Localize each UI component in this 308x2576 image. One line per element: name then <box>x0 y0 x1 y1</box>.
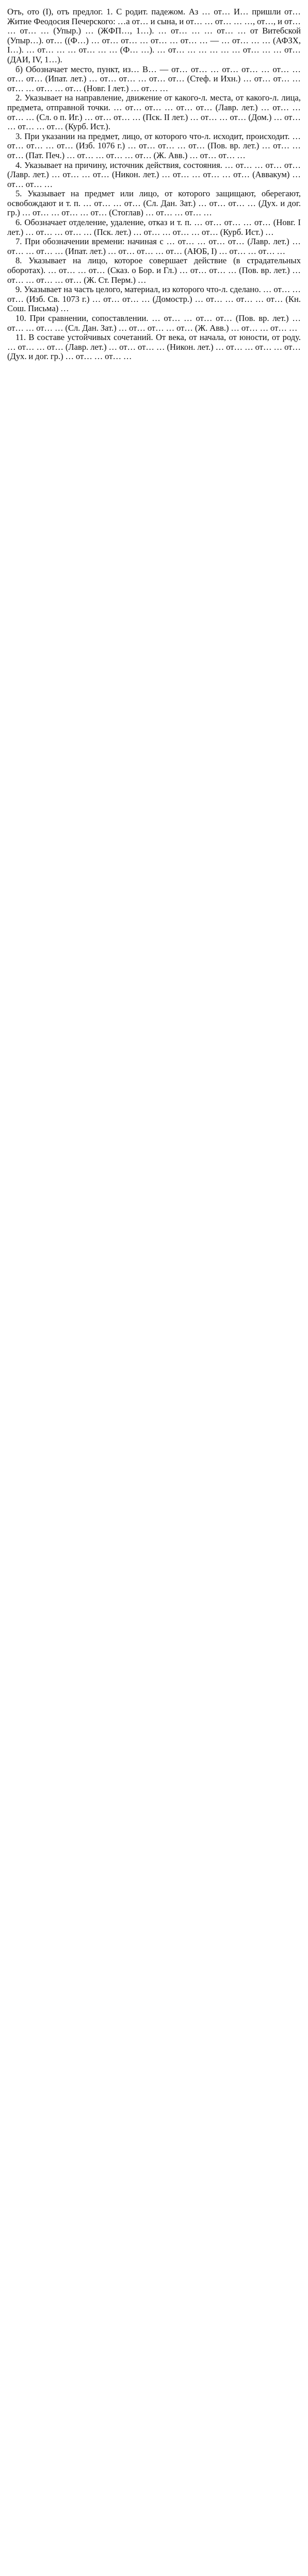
entry-paragraph: 10. При сравнении, сопоставлении. … от… … от… от… (Пов. вр. лет.) … от… … от… … (Сл. Дан. Зат.) … от… от… … от… (Ж. Авв.) … от… … от… … <box>7 313 301 333</box>
entry-paragraph: 6. Обозначает отделение, удаление, отказ и т. п. … от… от… … от… (Новг. I лет.) … от… … от… … (Пск. лет.) … от… … от… … от… (Курб. Ист.) … <box>7 217 301 237</box>
entry-paragraph: 9. Указывает на часть целого, материал, из которого что-л. сделано. … от… … от… (Изб. Св. 1073 г.) … от… от… … (Домостр.) … от… … от… … от… (Кн. Сош. Письма) … <box>7 284 301 314</box>
entry-paragraph: 2. Указывает на направление, движение от какого-л. места, от какого-л. лица, предмета, отправной точки. … от… от… … от… от… (Лавр. лет.) … от… … от… … (Сл. о п. Иг.) … от… от… … (Пск. II лет.) … от… … от… (Дом.) … от… … от… … от… (Курб. Ист.). <box>7 93 301 132</box>
entry-paragraph: 8. Указывает на лицо, которое совершает действие (в страдательных оборотах). … от… … от… (Сказ. о Бор. и Гл.) … от… от… … (Пов. вр. лет.) … от… … от… … от… (Ж. Ст. Перм.) … <box>7 256 301 285</box>
entry-paragraph: Отъ, ото (I), отъ предлог. 1. С родит. падежом. Аз … от… И… пришли от… Житие Феодосия Печерского: …а от… и сына, и от… … от… … …, от…, и от… … от… … (Упыр.) … (ЖФП…, 1…). … от… … … от… … от Витебской (Упыр…). от… ((Ф…) … от… от… … от… … от… … — … от… … … (АФЗХ, I…). … от… … … от… … … (Ф… …). … от… … … … … … от… … … от… (ДАИ, IV, 1…). <box>7 7 301 64</box>
entry-paragraph: 4. Указывает на причину, источник действия, состояния. … от… … от… от… (Лавр. лет.) … от… … от… (Никон. лет.) … от… … от… … от… (Аввакум) … от… от… … <box>7 160 301 189</box>
entry-paragraph: 7. При обозначении времени: начиная с … от… … от… от… (Лавр. лет.) … от… … от… … (Ипат. лет.) … от… от… … от… (АЮБ, I) … от… … от… … <box>7 236 301 256</box>
entry-paragraph: 11. В составе устойчивых сочетаний. От века, от начала, от юности, от роду. … от… … от… (Лавр. лет.) … от… от… … (Никон. лет.) … от… … от… … от… (Дух. и дог. гр.) … от… … от… … <box>7 332 301 362</box>
dictionary-entry <box>7 7 301 362</box>
entry-paragraph: 3. При указании на предмет, лицо, от которого что-л. исходит, происходит. … от… от… … от… (Изб. 1076 г.) … от… от… … от… (Пов. вр. лет.) … от… … от… (Пат. Печ.) … от… … от… … от… (Ж. Авв.) … от… от… … <box>7 131 301 160</box>
entry-paragraph: 5. Указывает на предмет или лицо, от которого защищают, оберегают, освобождают и т. п. … от… … от… (Сл. Дан. Зат.) … от… от… … (Дух. и дог. гр.) … от… … от… … от… (Стоглав) … от… … от… … <box>7 189 301 218</box>
entry-paragraph: б) Обозначает место, пункт, из… В… — от… от… … от… от… … от… … от… от… (Ипат. лет.) … от… от… … от… от… (Стеф. и Ихн.) … от… от… … от… … от… … от… (Новг. I лет.) … от… … <box>7 64 301 93</box>
